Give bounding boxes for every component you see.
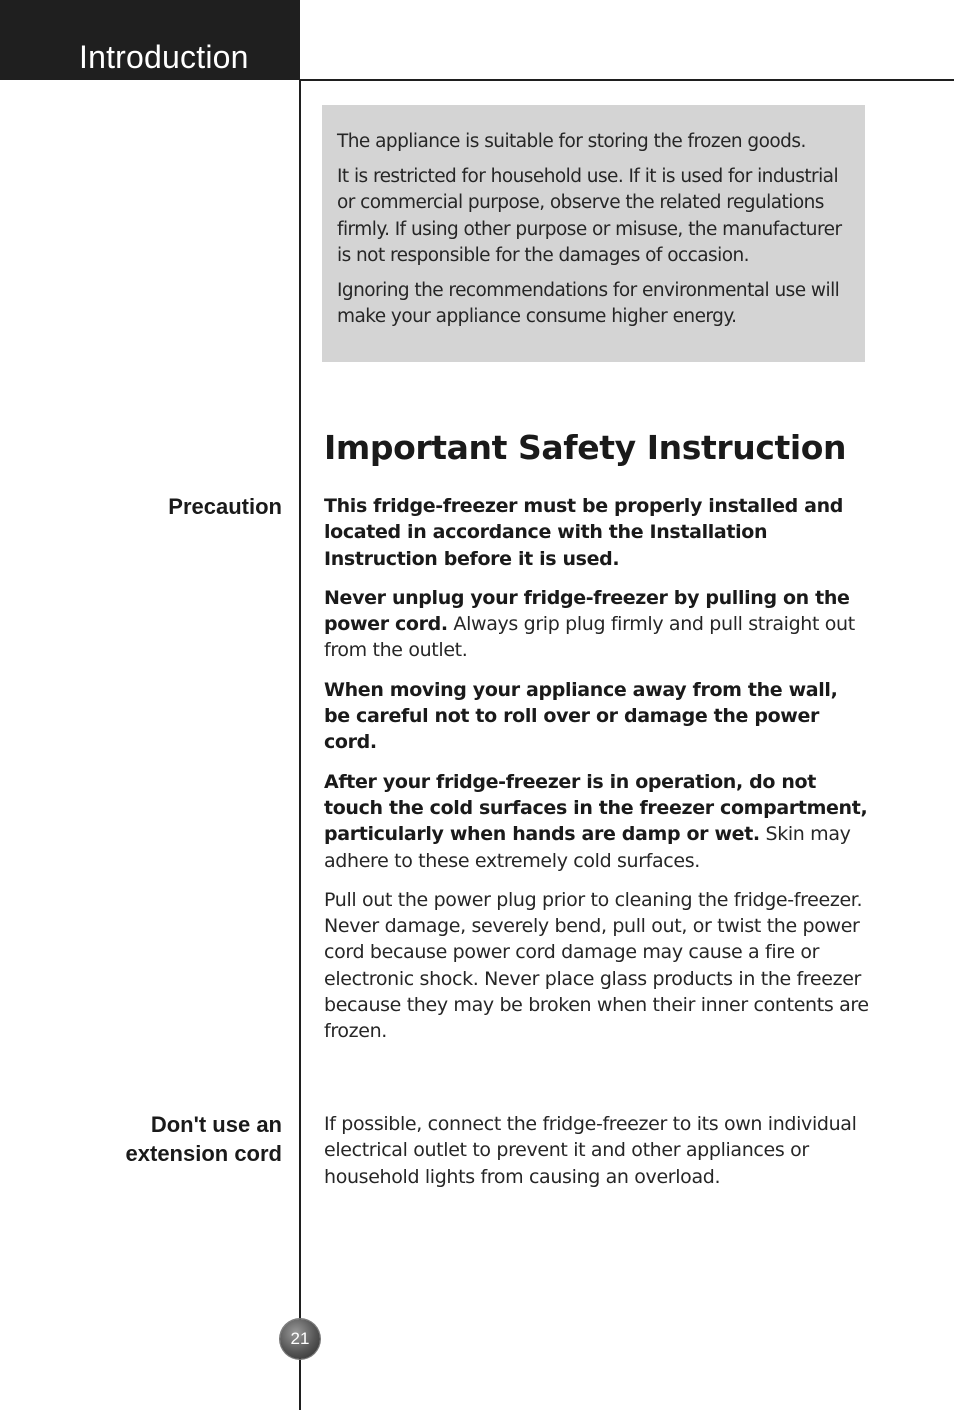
precaution-paragraph	[324, 493, 869, 572]
precaution-label: Precaution	[168, 494, 282, 519]
page-section-title: Introduction	[79, 39, 249, 75]
precaution-paragraph	[324, 585, 869, 664]
precaution-body	[324, 493, 869, 1058]
page-number-badge: 21	[280, 1319, 320, 1359]
precaution-paragraph	[324, 769, 869, 874]
notice-paragraph: Ignoring the recommendations for environmental use will make your appliance consume higher energy.	[337, 279, 840, 327]
body-text: Always grip plug firmly and pull straight out from the outlet.	[324, 613, 855, 662]
vertical-divider	[299, 80, 301, 1410]
extension-cord-body	[324, 1111, 869, 1203]
section-heading: Important Safety Instruction	[324, 428, 847, 467]
bold-text: When moving your appliance away from the wall, be careful not to roll over or damage the power cord.	[324, 678, 838, 754]
notice-box	[322, 105, 865, 362]
bold-text: This fridge-freezer must be properly installed and located in accordance with the Installation Instruction before it is used.	[324, 495, 844, 570]
precaution-paragraph	[324, 677, 869, 756]
bold-text: Never unplug your fridge-freezer by pulling on the power cord.	[324, 586, 850, 636]
label-line: Don't use an	[150, 1112, 282, 1137]
extension-cord-label	[126, 1110, 282, 1168]
header-divider	[300, 79, 954, 81]
precaution-paragraph: Never damage, severely bend, pull out, or twist the power cord because power cord damage may cause a fire or electronic shock. Never place glass products in the freezer because they may be broken when their inner contents are frozen.	[324, 915, 869, 1043]
notice-paragraph: It is restricted for household use. If it is used for industrial or commercial purpose, observe the related regulations firmly. If using other purpose or misuse, the manufacturer is not responsible for the damages of occasion.	[337, 165, 842, 266]
bold-text: After your fridge-freezer is in operation, do not touch the cold surfaces in the freezer compartment, particularly when hands are damp or wet.	[324, 770, 868, 846]
label-line: extension cord	[125, 1141, 282, 1166]
body-text: Skin may adhere to these extremely cold surfaces.	[324, 823, 851, 872]
notice-paragraph: The appliance is suitable for storing the frozen goods.	[337, 131, 806, 152]
extension-paragraph: If possible, connect the fridge-freezer to its own individual electrical outlet to prevent it and other appliances or household lights from causing an overload.	[324, 1113, 857, 1188]
precaution-paragraph: Pull out the power plug prior to cleaning the fridge-freezer.	[324, 888, 863, 911]
